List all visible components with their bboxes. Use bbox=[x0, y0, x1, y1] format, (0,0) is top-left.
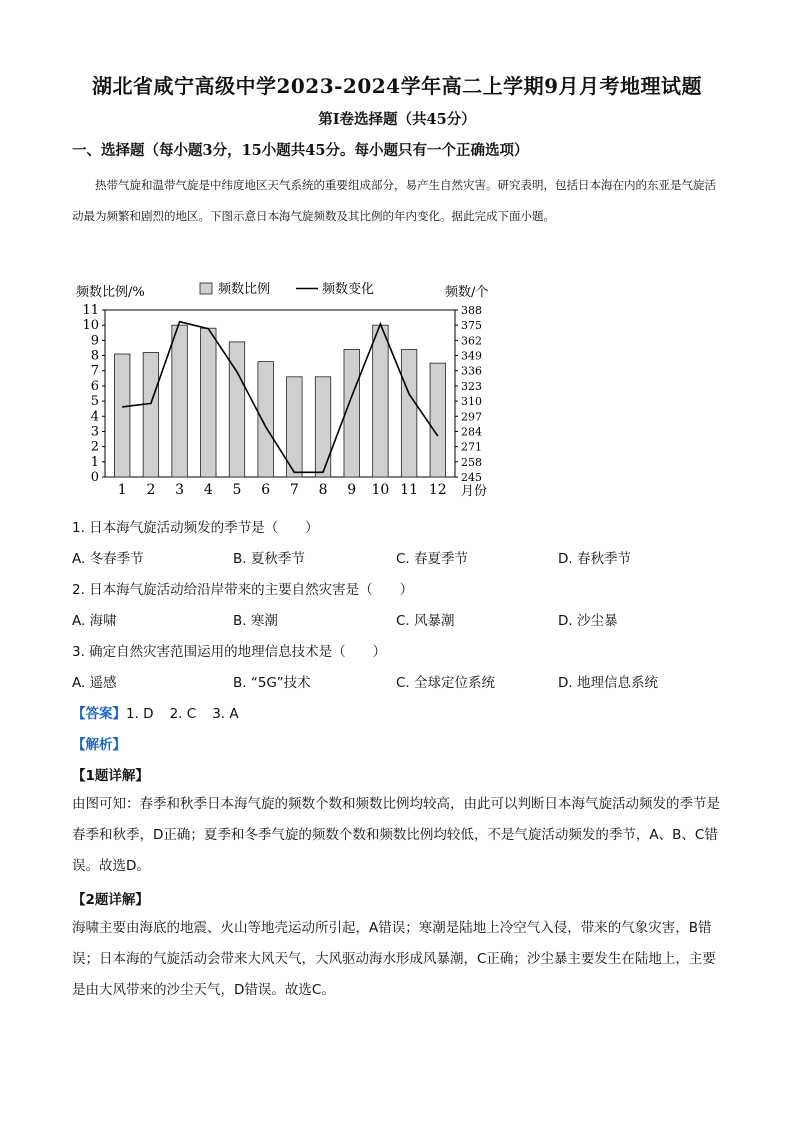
q1-option-c[interactable]: C. 春夏季节 bbox=[396, 551, 469, 567]
bar-month-1 bbox=[114, 354, 129, 477]
detail-1-text: 由图可知：春季和秋季日本海气旋的频数个数和频数比例均较高，由此可以判断日本海气旋活动频发的季节是春季和秋季，D正确；夏季和冬季气旋的频数个数和频数比例均较低，不是气旋活动频发的季节，A、B、C错误。故选D。 bbox=[72, 796, 720, 874]
detail-1-title: 【1题详解】 bbox=[72, 768, 149, 784]
bar-month-4 bbox=[201, 328, 216, 477]
q1-option-d[interactable]: D. 春秋季节 bbox=[558, 551, 631, 567]
left-tick-label: 2 bbox=[90, 439, 99, 455]
x-tick-label: 10 bbox=[371, 482, 390, 498]
answer-1: 1. D bbox=[126, 706, 154, 722]
bar-month-10 bbox=[373, 325, 388, 477]
right-tick-label: 258 bbox=[461, 455, 482, 469]
q3-option-a[interactable]: A. 遥感 bbox=[72, 675, 117, 691]
detail-2-title: 【2题详解】 bbox=[72, 892, 149, 908]
x-tick-label: 2 bbox=[146, 482, 156, 498]
bar-month-9 bbox=[344, 349, 359, 477]
legend-bar-label: 频数比例 bbox=[218, 282, 271, 297]
question-2: 2. 日本海气旋活动给沿岸带来的主要自然灾害是（ ） bbox=[72, 582, 414, 598]
x-tick-label: 3 bbox=[175, 482, 185, 498]
q1-option-a[interactable]: A. 冬春季节 bbox=[72, 551, 144, 567]
bar-month-8 bbox=[315, 377, 330, 477]
left-tick-label: 8 bbox=[90, 348, 99, 364]
right-tick-label: 271 bbox=[461, 440, 482, 454]
x-tick-label: 8 bbox=[318, 482, 328, 498]
right-tick-label: 323 bbox=[461, 379, 482, 393]
q3-option-c[interactable]: C. 全球定位系统 bbox=[396, 675, 496, 691]
answer-line bbox=[72, 702, 255, 722]
question-3: 3. 确定自然灾害范围运用的地理信息技术是（ ） bbox=[72, 644, 387, 660]
bar-month-7 bbox=[287, 377, 302, 477]
left-axis-label: 频数比例/% bbox=[76, 285, 145, 300]
right-tick-label: 349 bbox=[461, 349, 482, 363]
q2-option-a[interactable]: A. 海啸 bbox=[72, 613, 117, 629]
left-tick-label: 1 bbox=[90, 454, 99, 470]
left-tick-label: 6 bbox=[90, 378, 99, 394]
right-tick-label: 310 bbox=[461, 395, 482, 409]
left-tick-label: 11 bbox=[82, 303, 99, 318]
right-tick-label: 245 bbox=[461, 471, 482, 484]
legend-line-label: 频数变化 bbox=[322, 282, 375, 297]
left-tick-label: 5 bbox=[90, 394, 99, 410]
x-tick-label: 6 bbox=[261, 482, 271, 498]
right-tick-label: 336 bbox=[461, 364, 482, 378]
x-tick-label: 9 bbox=[347, 482, 357, 498]
right-tick-label: 388 bbox=[461, 304, 482, 317]
left-tick-label: 3 bbox=[90, 424, 99, 440]
q3-option-b[interactable]: B. “5G”技术 bbox=[233, 675, 311, 691]
question-1: 1. 日本海气旋活动频发的季节是（ ） bbox=[72, 520, 319, 536]
right-tick-label: 375 bbox=[461, 319, 482, 333]
answer-3: 3. A bbox=[212, 706, 239, 722]
bar-month-5 bbox=[229, 342, 244, 477]
left-tick-label: 7 bbox=[90, 363, 99, 379]
left-tick-label: 9 bbox=[90, 333, 99, 349]
q1-option-b[interactable]: B. 夏秋季节 bbox=[233, 551, 305, 567]
bar-month-2 bbox=[143, 353, 158, 477]
analysis-label: 【解析】 bbox=[72, 737, 126, 753]
frequency-line bbox=[122, 322, 438, 473]
x-tick-label: 5 bbox=[232, 482, 242, 498]
answer-label: 【答案】 bbox=[72, 706, 126, 722]
left-tick-label: 10 bbox=[82, 318, 99, 334]
detail-2-text: 海啸主要由海底的地震、火山等地壳运动所引起，A错误；寒潮是陆地上冷空气入侵，带来的气象灾害，B错误；日本海的气旋活动会带来大风天气，大风驱动海水形成风暴潮，C正确；沙尘暴主要发生在陆地上，主要是由大风带来的沙尘天气，D错误。故选C。 bbox=[72, 920, 716, 998]
right-axis-label: 频数/个 bbox=[445, 285, 489, 300]
bar-month-11 bbox=[401, 349, 416, 477]
left-tick-label: 0 bbox=[90, 470, 99, 485]
q2-option-c[interactable]: C. 风暴潮 bbox=[396, 613, 455, 629]
section-subtitle: 第Ⅰ卷选择题（共45分） bbox=[318, 111, 476, 128]
q3-option-d[interactable]: D. 地理信息系统 bbox=[558, 675, 658, 691]
right-tick-label: 362 bbox=[461, 334, 482, 348]
legend-bar-swatch bbox=[200, 283, 212, 294]
x-axis-label: 月份 bbox=[461, 484, 488, 499]
right-tick-label: 284 bbox=[461, 425, 482, 439]
bar-month-12 bbox=[430, 363, 445, 477]
q2-option-b[interactable]: B. 寒潮 bbox=[233, 613, 278, 629]
cyclone-chart bbox=[72, 278, 512, 503]
q2-option-d[interactable]: D. 沙尘暴 bbox=[558, 613, 618, 629]
section-heading: 一、选择题（每小题3分，15小题共45分。每小题只有一个正确选项） bbox=[72, 142, 529, 159]
chart-root bbox=[76, 281, 488, 499]
bar-month-6 bbox=[258, 362, 273, 477]
left-tick-label: 4 bbox=[90, 409, 99, 425]
bar-month-3 bbox=[172, 325, 187, 477]
page-title: 湖北省咸宁高级中学2023-2024学年高二上学期9月月考地理试题 bbox=[91, 74, 703, 98]
answer-2: 2. C bbox=[169, 706, 197, 722]
x-tick-label: 1 bbox=[117, 482, 127, 498]
x-tick-label: 4 bbox=[203, 482, 213, 498]
x-tick-label: 7 bbox=[289, 482, 299, 498]
intro-paragraph: 热带气旋和温带气旋是中纬度地区天气系统的重要组成部分，易产生自然灾害。研究表明，包括日本海在内的东亚是气旋活动最为频繁和剧烈的地区。下图示意日本海气旋频数及其比例的年内变化。据此完成下面小题。 bbox=[72, 178, 716, 223]
x-tick-label: 11 bbox=[400, 482, 419, 498]
x-tick-label: 12 bbox=[428, 482, 447, 498]
right-tick-label: 297 bbox=[461, 410, 482, 424]
